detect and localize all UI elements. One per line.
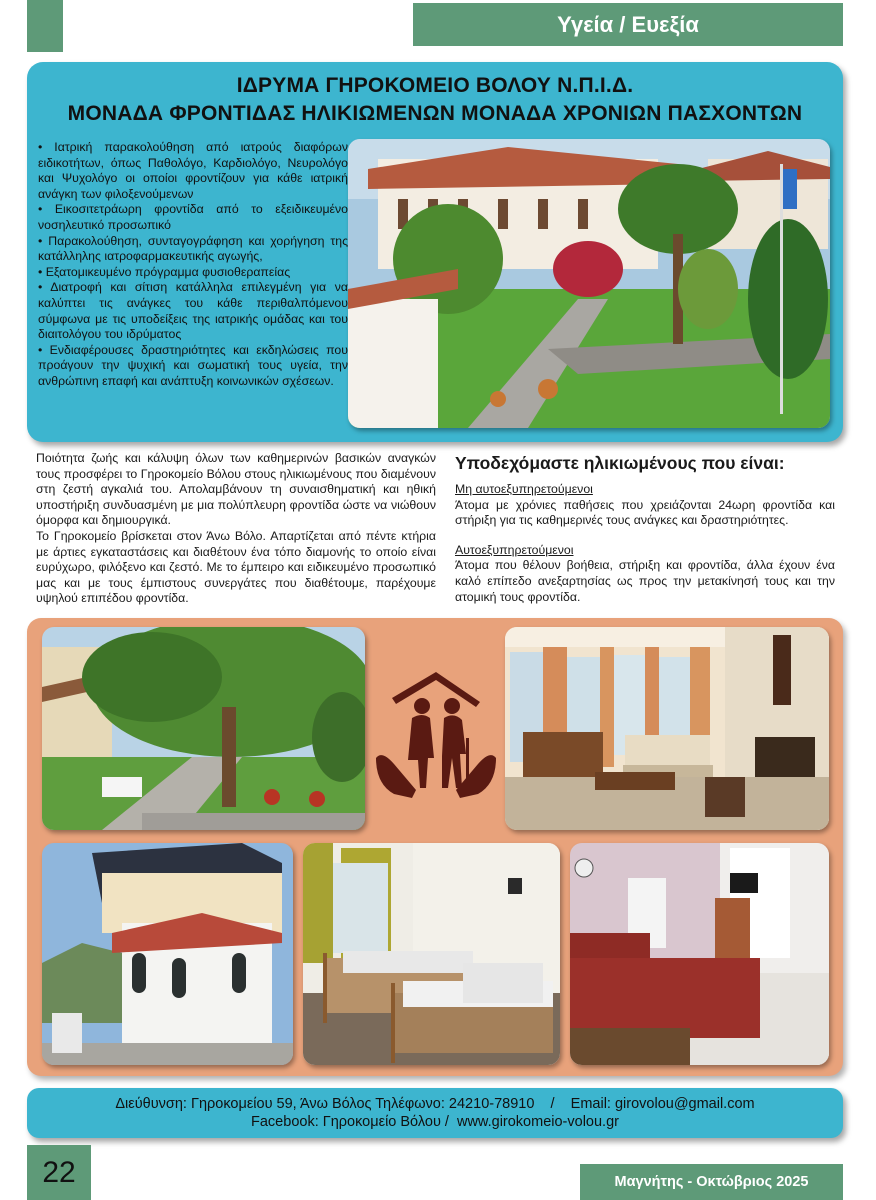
location-paragraph: Το Γηροκομείο βρίσκεται στον Άνω Βόλο. Απαρτίζεται από πέντε κτήρια με άρτιες εγκαταστάσεις και διαθέτουν ένα τόπο διαμονής το οποίο είναι ευρύχωρο, φιλόξενο και ζεστό. Με το έμπειρο και ειδικευμένο προσωπικό μας και με τους έμπιστους συνεργάτες που διαθέτουμε, παρέχουμε υψηλού επιπέδου φροντίδα. (36, 528, 436, 606)
service-item: • Ενδιαφέρουσες δραστηριότητες και εκδηλώσεις που προάγουν την ψυχική και σωματική τους υγεία, την ανθρώπινη επαφή και ανάπτυξη κοινωνικών σχέσεων. (38, 342, 348, 388)
page-number: 22 (27, 1145, 91, 1200)
courtyard-photo (348, 139, 830, 428)
category-title: Μη αυτοεξυπηρετούμενοι (455, 482, 593, 496)
corner-decoration (27, 0, 63, 52)
section-tab: Υγεία / Ευεξία (413, 3, 843, 46)
service-item: • Εικοσιτετράωρη φροντίδα από το εξειδικευμένο νοσηλευτικό προσωπικό (38, 202, 348, 232)
service-item: • Διατροφή και σίτιση κατάλληλα επιλεγμένη για να καλύπτει τις ανάγκες του κάθε περιθαλπόμενου σύμφωνα με τις υποδείξεις της ιατρικής ομάδας και του διαιτολόγου του ιδρύματος (38, 280, 348, 342)
garden-photo (42, 627, 365, 830)
bedroom-photo-1 (303, 843, 560, 1065)
web-line: Facebook: Γηροκομείο Βόλου / www.girokomeio-volou.gr (251, 1114, 619, 1130)
intake-heading: Υποδεχόμαστε ηλικιωμένους που είναι: (455, 453, 785, 473)
elderly-couple-house-hands-icon (372, 668, 500, 800)
service-item: • Ιατρική παρακολούθηση από ιατρούς διαφόρων ειδικοτήτων, όπως Παθολόγο, Καρδιολόγο, Νευρολόγο και Ψυχολόγο οι οποίοι φροντίζουν για κάθε ιατρική ανάγκη των φιλοξενούμενων (38, 140, 348, 201)
title-line-2: ΜΟΝΑΔΑ ΦΡΟΝΤΙΔΑΣ ΗΛΙΚΙΩΜΕΝΩΝ ΜΟΝΑΔΑ ΧΡΟΝΙΩΝ ΠΑΣΧΟΝΤΩΝ (67, 102, 803, 125)
intro-paragraph: Ποιότητα ζωής και κάλυψη όλων των καθημερινών βασικών αναγκών τους προσφέρει το Γηροκομείο Βόλου στους ηλικιωμένους που διαμένουν στη ζεστή αγκαλιά του. Απολαμβάνουν τη συναισθηματική και ηθική υποστήριξη συνδυασμένη με μια πολύπλευρη φροντίδα ώστε να νιώθουν όμορφα και δημιουργικά. (36, 451, 436, 528)
intro-text (36, 451, 436, 607)
address-line: Διεύθυνση: Γηροκομείου 59, Άνω Βόλος Τηλέφωνο: 24210-78910 / Email: girovolou@gmail.com (115, 1096, 755, 1112)
contact-info (27, 1095, 843, 1131)
category-text: Άτομα με χρόνιες παθήσεις που χρειάζονται 24ωρη φροντίδα και στήριξη για τις καθημερινές τους ανάγκες και δραστηριότητες. (455, 497, 835, 528)
title-line-1: ΙΔΡΥΜΑ ΓΗΡΟΚΟΜΕΙΟ ΒΟΛΟΥ Ν.Π.Ι.Δ. (236, 74, 634, 97)
service-item: • Εξατομικευμένο πρόγραμμα φυσιοθεραπείας (38, 264, 291, 279)
page-title (27, 72, 843, 128)
living-room-photo (505, 627, 829, 830)
building-photo (42, 843, 293, 1065)
services-list (38, 140, 348, 390)
bedroom-photo-2 (570, 843, 829, 1065)
category-title: Αυτοεξυπηρετούμενοι (455, 542, 574, 557)
category-text: Άτομα που θέλουν βοήθεια, στήριξη και φροντίδα, άλλα έχουν ένα καλό επίπεδο ανεξαρτησίας ως προς την μετακίνησή τους και την ατομική τους φροντίδα. (455, 558, 835, 604)
intake-categories (455, 482, 835, 605)
issue-footer: Μαγνήτης - Οκτώβριος 2025 (580, 1164, 843, 1200)
service-item: • Παρακολούθηση, συνταγογράφηση και χορήγηση της κατάλληλης ιατροφαρμακευτικής αγωγής, (38, 233, 348, 264)
